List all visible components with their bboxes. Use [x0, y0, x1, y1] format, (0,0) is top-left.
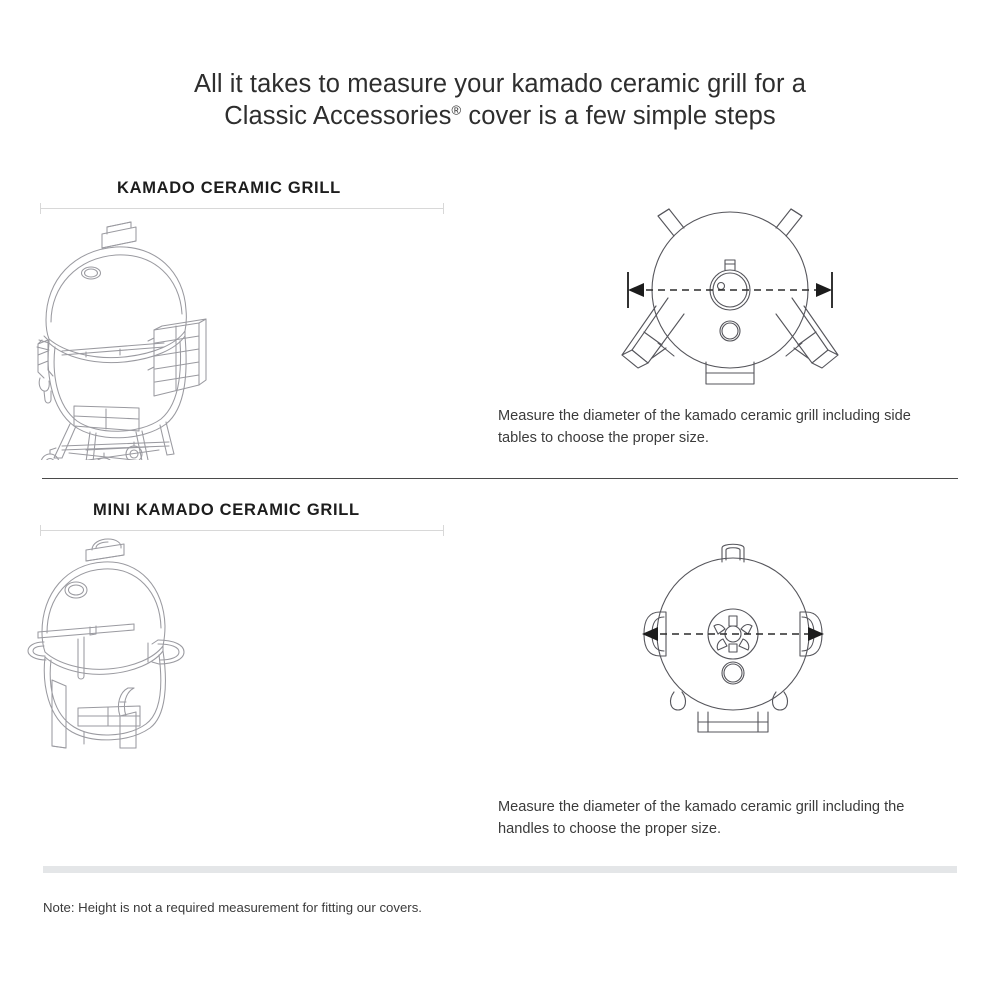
diameter-dimension-line — [642, 627, 824, 641]
ruler-bar — [40, 208, 444, 209]
measure-ruler-2 — [40, 525, 444, 536]
ruler-tick-right — [443, 203, 444, 214]
mini-kamado-ceramic-grill-top-view — [612, 540, 862, 740]
footnote: Note: Height is not a required measurement for fitting our covers. — [43, 900, 422, 915]
ruler-tick-right — [443, 525, 444, 536]
brand-name: Classic Accessories — [224, 102, 452, 130]
kamado-ceramic-grill-side-view — [24, 210, 254, 460]
mini-kamado-ceramic-grill-side-view — [24, 536, 224, 751]
footer-divider-bar — [43, 866, 957, 873]
kamado-ceramic-grill-top-view — [596, 198, 866, 408]
diameter-dimension-line — [628, 272, 832, 308]
registered-trademark-icon: ® — [451, 102, 462, 118]
page-title — [140, 68, 860, 132]
section-title-mini-kamado-ceramic-grill: MINI KAMADO CERAMIC GRILL — [93, 501, 360, 519]
page-title-line-2-suffix: cover is a few simple steps — [461, 102, 776, 130]
ruler-bar — [40, 530, 444, 531]
section-divider — [42, 478, 958, 479]
page-title-line-2 — [140, 100, 860, 132]
caption-mini-kamado-ceramic-grill: Measure the diameter of the kamado ceramic grill including the handles to choose the proper size. — [498, 799, 905, 837]
page-title-line-1: All it takes to measure your kamado ceramic grill for a — [193, 70, 807, 98]
caption-kamado-ceramic-grill: Measure the diameter of the kamado ceramic grill including side tables to choose the proper size. — [498, 408, 911, 446]
section-title-kamado-ceramic-grill: KAMADO CERAMIC GRILL — [117, 179, 341, 197]
